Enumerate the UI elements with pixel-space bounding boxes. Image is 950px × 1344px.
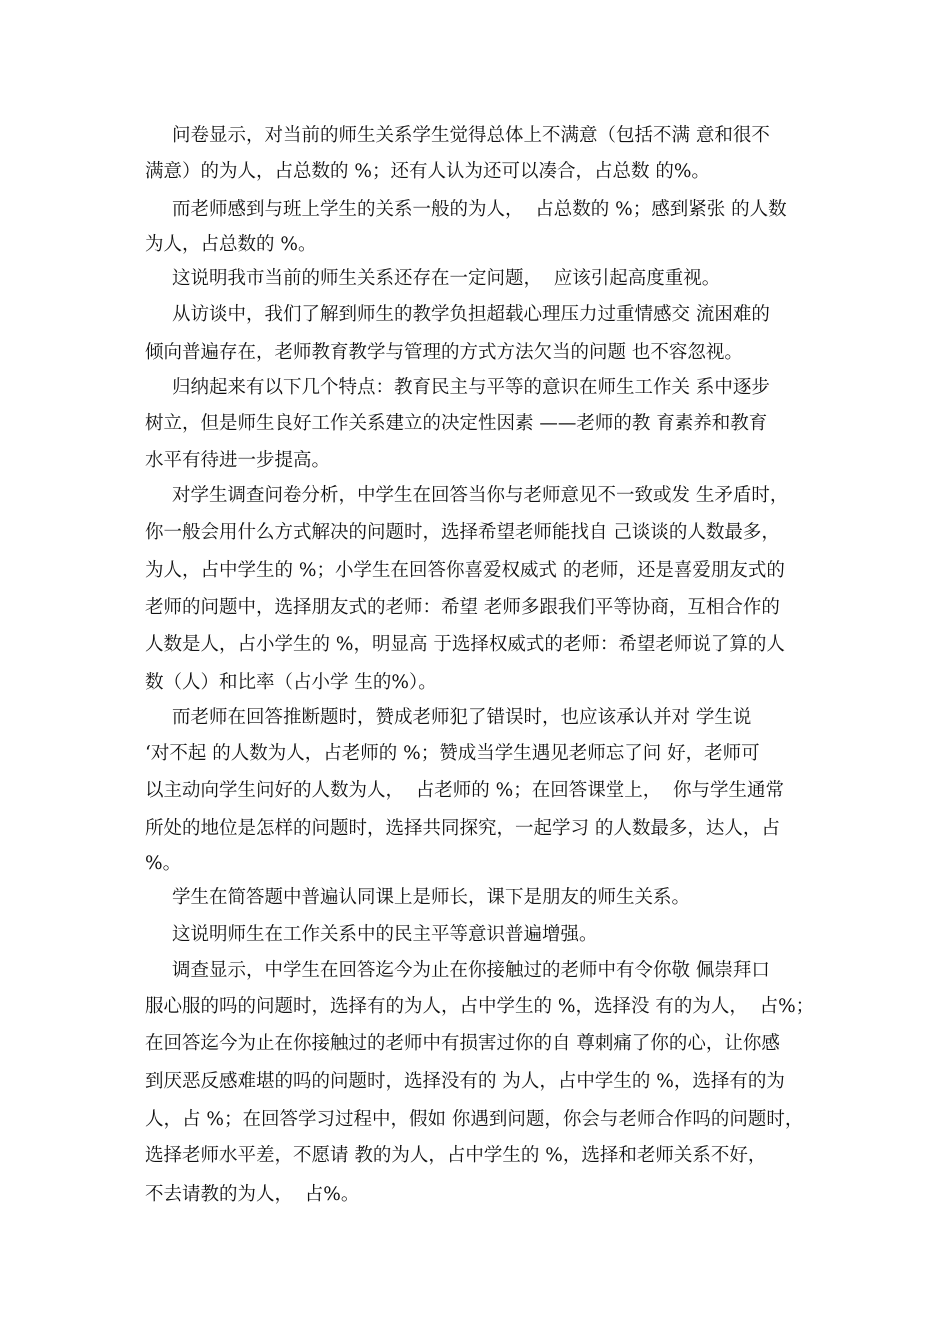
text-line-12: 你一般会用什么方式解决的问题时，选择希望老师能找自 己谈谈的人数最多， bbox=[145, 522, 780, 543]
text-line-18: ‘对不起 的人数为人，占老师的 %；赞成当学生遇见老师忘了问 好，老师可 bbox=[145, 743, 760, 764]
text-line-27: 到厌恶反感难堪的吗的问题时，选择没有的 为人，占中学生的 %，选择有的为 bbox=[145, 1071, 785, 1092]
text-line-3: 而老师感到与班上学生的关系一般的为人， 占总数的 %；感到紧张 的人数 bbox=[172, 199, 787, 220]
text-line-28: 人，占 %；在回答学习过程中，假如 你遇到问题，你会与老师合作吗的问题时， bbox=[145, 1109, 804, 1130]
text-line-1: 问卷显示，对当前的师生关系学生觉得总体上不满意（包括不满 意和很不 bbox=[172, 125, 770, 146]
text-line-2: 满意）的为人，占总数的 %；还有人认为还可以凑合，占总数 的%。 bbox=[145, 161, 710, 182]
text-line-7: 倾向普遍存在，老师教育教学与管理的方式方法欠当的问题 也不容忽视。 bbox=[145, 342, 743, 363]
text-line-30: 不去请教的为人， 占%。 bbox=[145, 1184, 360, 1205]
text-line-16: 数（人）和比率（占小学 生的%）。 bbox=[145, 672, 437, 693]
text-line-24: 调查显示，中学生在回答迄今为止在你接触过的老师中有令你敬 佩崇拜口 bbox=[172, 960, 770, 981]
text-line-25: 服心服的吗的问题时，选择有的为人，占中学生的 %，选择没 有的为人， 占%； bbox=[145, 996, 815, 1017]
text-line-17: 而老师在回答推断题时，赞成老师犯了错误时，也应该承认并对 学生说 bbox=[172, 707, 752, 728]
text-line-19: 以主动向学生问好的人数为人， 占老师的 %；在回答课堂上， 你与学生通常 bbox=[145, 780, 784, 801]
text-line-22: 学生在简答题中普遍认同课上是师长，课下是朋友的师生关系。 bbox=[172, 887, 691, 908]
text-line-14: 老师的问题中，选择朋友式的老师：希望 老师多跟我们平等协商，互相合作的 bbox=[145, 597, 780, 618]
text-line-20: 所处的地位是怎样的问题时，选择共同探究，一起学习 的人数最多，达人，占 bbox=[145, 818, 780, 839]
text-line-11: 对学生调查问卷分析，中学生在回答当你与老师意见不一致或发 生矛盾时， bbox=[172, 485, 789, 506]
text-line-8: 归纳起来有以下几个特点：教育民主与平等的意识在师生工作关 系中逐步 bbox=[172, 377, 770, 398]
text-line-29: 选择老师水平差，不愿请 教的为人，占中学生的 %，选择和老师关系不好， bbox=[145, 1145, 767, 1166]
text-line-9: 树立，但是师生良好工作关系建立的决定性因素 ——老师的教 育素养和教育 bbox=[145, 413, 768, 434]
text-line-26: 在回答迄今为止在你接触过的老师中有损害过你的自 尊刺痛了你的心，让你感 bbox=[145, 1033, 780, 1054]
text-line-13: 为人，占中学生的 %；小学生在回答你喜爱权威式 的老师，还是喜爱朋友式的 bbox=[145, 560, 785, 581]
text-line-21: %。 bbox=[145, 853, 182, 874]
text-line-4: 为人，占总数的 %。 bbox=[145, 234, 317, 255]
text-line-15: 人数是人，占小学生的 %，明显高 于选择权威式的老师：希望老师说了算的人 bbox=[145, 634, 785, 655]
text-line-23: 这说明师生在工作关系中的民主平等意识普遍增强。 bbox=[172, 924, 598, 945]
text-line-6: 从访谈中，我们了解到师生的教学负担超载心理压力过重情感交 流困难的 bbox=[172, 304, 770, 325]
text-line-10: 水平有待进一步提高。 bbox=[145, 450, 331, 471]
text-line-5: 这说明我市当前的师生关系还存在一定问题， 应该引起高度重视。 bbox=[172, 268, 721, 289]
